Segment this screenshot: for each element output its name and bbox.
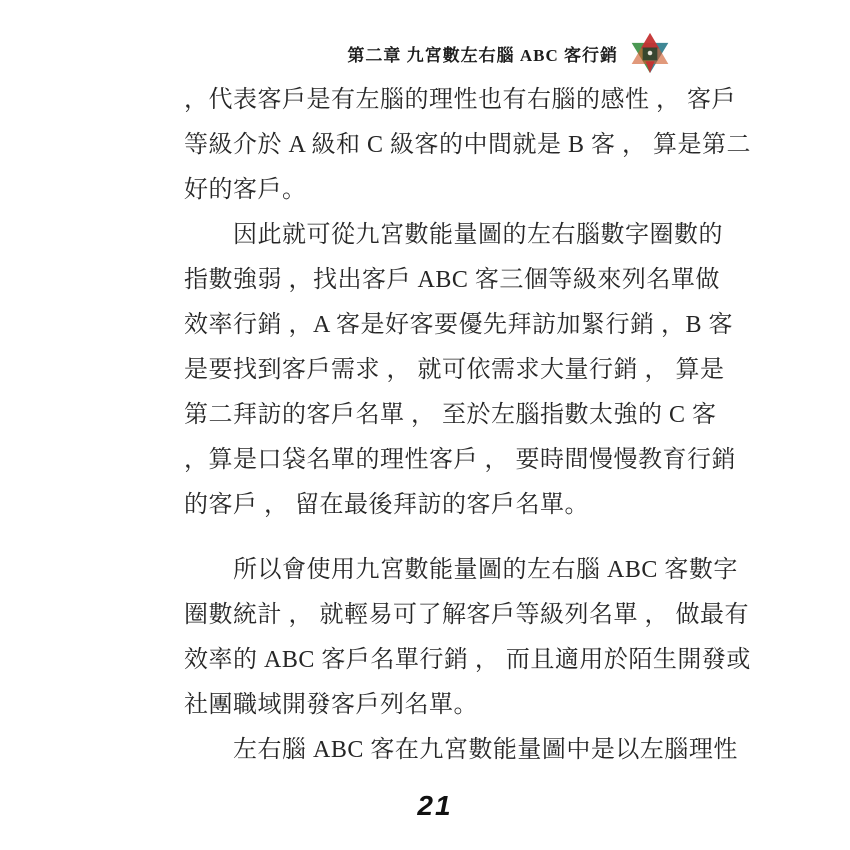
- text-line: 是要找到客戶需求 ， 就可依需求大量行銷 ， 算是: [184, 357, 725, 383]
- chapter-header: [347, 30, 672, 76]
- text-line: ，算是口袋名單的理性客戶 ， 要時間慢慢教育行銷: [184, 447, 736, 473]
- body-text: [184, 78, 752, 773]
- text-line: ，代表客戶是有左腦的理性也有右腦的感性 ， 客戶: [184, 87, 736, 113]
- page-number: 21: [417, 790, 453, 821]
- text-line: 左右腦 ABC 客在九宮數能量圖中是以左腦理性: [184, 737, 738, 763]
- text-line: 好的客戶。: [184, 177, 307, 203]
- text-line: 圈數統計 ， 就輕易可了解客戶等級列名單 ， 做最有: [184, 602, 749, 628]
- text-line: 所以會使用九宮數能量圖的左右腦 ABC 客數字: [184, 557, 738, 583]
- chapter-title: 第二章 九宮數左右腦 ABC 客行銷: [347, 45, 618, 65]
- hexagram-star-icon: [628, 30, 672, 76]
- text-line: 的客戶 ， 留在最後拜訪的客戶名單。: [184, 492, 589, 518]
- text-line: 效率的 ABC 客戶名單行銷 ， 而且適用於陌生開發或: [184, 647, 751, 673]
- text-line: 社團職域開發客戶列名單。: [184, 692, 478, 718]
- text-line: 第二拜訪的客戶名單 ， 至於左腦指數太強的 C 客: [184, 402, 717, 428]
- text-line: 因此就可從九宮數能量圖的左右腦數字圈數的: [184, 222, 723, 248]
- text-line: 指數強弱 ，找出客戶 ABC 客三個等級來列名單做: [184, 267, 720, 293]
- text-line: 等級介於 A 級和 C 級客的中間就是 B 客 ， 算是第二: [184, 132, 752, 158]
- text-line: 效率行銷 ，A 客是好客要優先拜訪加緊行銷 ，B 客: [184, 312, 734, 338]
